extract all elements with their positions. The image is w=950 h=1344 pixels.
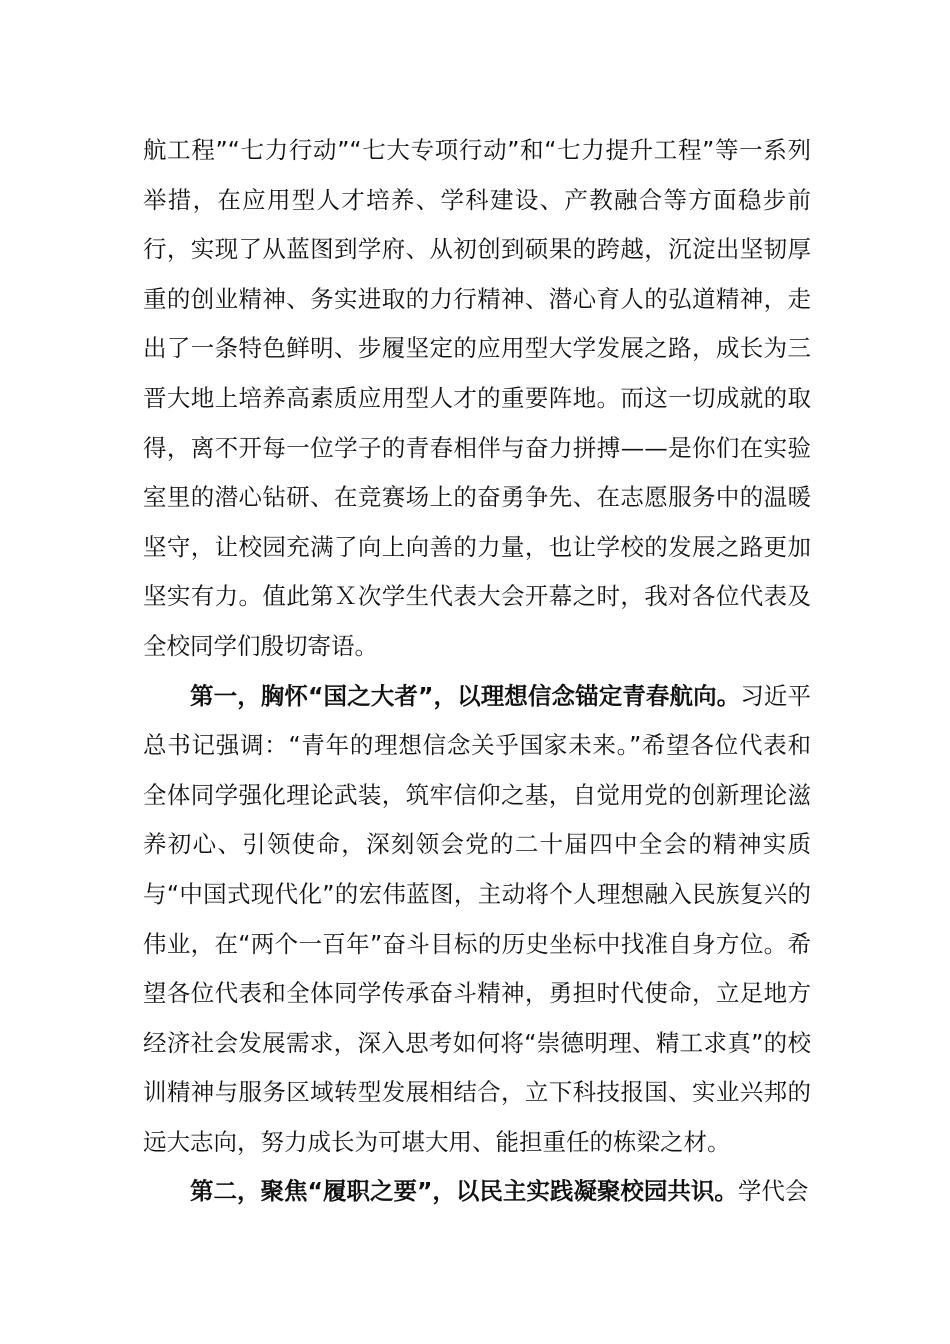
paragraph-2-text: 习近平总书记强调：“青年的理想信念关乎国家未来。”希望各位代表和全体同学强化理论武装，筑牢信仰之基，自觉用党的创新理论滋养初心、引领使命，深刻领会党的二十届四中全会的精神实质与“中国式现代化”的宏伟蓝图，主动将个人理想融入民族复兴的伟业，在“两个一百年”奋斗目标的历史坐标中找准自身方位。希望各位代表和全体同学传承奋斗精神，勇担时代使命，立足地方经济社会发展需求，深入思考如何将“崇德明理、精工求真”的校训精神与服务区域转型发展相结合，立下科技报国、实业兴邦的远大志向，努力成长为可堪大用、能担重任的栋梁之材。 [143, 681, 812, 1156]
paragraph-1 [143, 126, 811, 672]
document-body [143, 126, 811, 1217]
paragraph-1-text: 航工程”“七力行动”“七大专项行动”和“七力提升工程”等一系列举措，在应用型人才培养、学科建设、产教融合等方面稳步前行，实现了从蓝图到学府、从初创到硕果的跨越，沉淀出坚韧厚重的创业精神、务实进取的力行精神、潜心育人的弘道精神，走出了一条特色鲜明、步履坚定的应用型大学发展之路，成长为三晋大地上培养高素质应用型人才的重要阵地。而这一切成就的取得，离不开每一位学子的青春相伴与奋力拼搏——是你们在实验室里的潜心钻研、在竞赛场上的奋勇争先、在志愿服务中的温暖坚守，让校园充满了向上向善的力量，也让学校的发展之路更加坚实有力。值此第Ｘ次学生代表大会开幕之时，我对各位代表及全校同学们殷切寄语。 [143, 136, 811, 660]
paragraph-2 [143, 672, 811, 1168]
paragraph-3-text: 学代会 [737, 1177, 809, 1206]
paragraph-3-heading: 第二，聚焦“履职之要”，以民主实践凝聚校园共识。 [190, 1177, 738, 1206]
paragraph-2-heading: 第一，胸怀“国之大者”，以理想信念锚定青春航向。 [190, 681, 741, 710]
paragraph-3 [143, 1167, 811, 1217]
